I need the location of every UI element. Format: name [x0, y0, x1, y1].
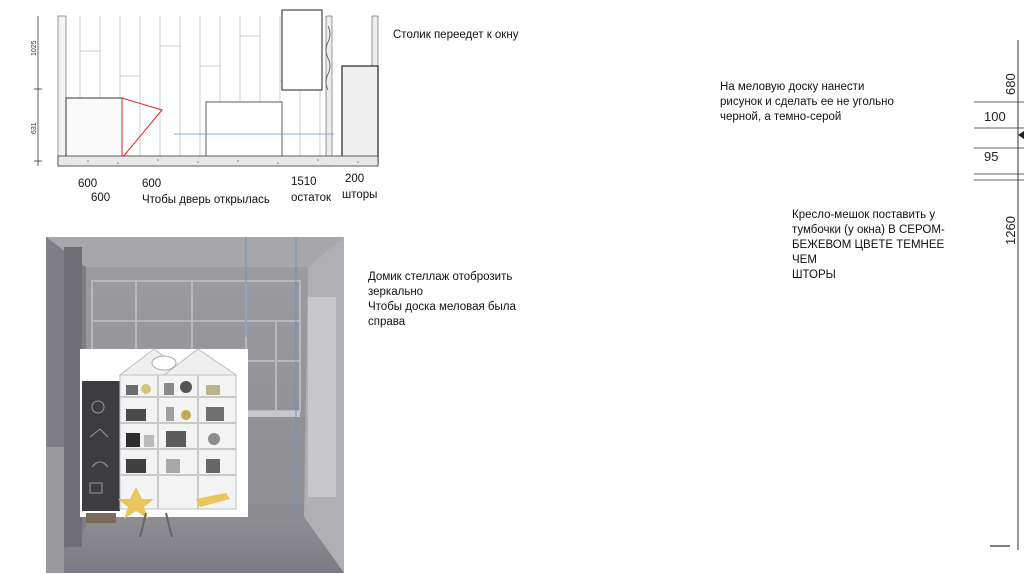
note-chalkboard: [720, 80, 920, 125]
ruler-label-1260: 1260: [1003, 216, 1018, 245]
note-line: черной, а темно-серой: [720, 111, 842, 123]
ruler-label-680: 680: [1003, 73, 1018, 95]
dim-label-631: 631: [31, 122, 38, 134]
note-line: зеркально: [368, 286, 424, 298]
dim-label-1025: 1025: [31, 40, 38, 56]
dim-600-c: 600: [142, 178, 162, 190]
dim-1510: 1510: [291, 176, 317, 188]
note-line: тумбочки (у окна) В СЕРОМ-: [792, 224, 945, 236]
note-house-shelf: [368, 270, 568, 330]
dim-600-a: 600: [78, 178, 98, 190]
note-line: На меловую доску нанести: [720, 81, 865, 93]
door-note: Чтобы дверь открылась: [142, 194, 270, 206]
room-render-image: [46, 237, 344, 573]
note-line: Чтобы доска меловая была: [368, 301, 516, 313]
note-line: справа: [368, 316, 406, 328]
note-table-move: Столик переедет к окну: [393, 29, 519, 41]
note-line: рисунок и сделать ее не угольно: [720, 96, 894, 108]
note-line: Кресло-мешок поставить у: [792, 209, 936, 221]
right-dimension-ruler: [970, 40, 1024, 550]
note-line: БЕЖЕВОМ ЦВЕТЕ ТЕМНЕЕ ЧЕМ: [792, 239, 945, 266]
room-render-svg: [46, 237, 344, 573]
ruler-label-95: 95: [984, 149, 999, 164]
ruler-label-100: 100: [984, 109, 1006, 124]
note-beanbag: [792, 208, 972, 283]
elevation-drawing: [28, 6, 388, 178]
remainder-label: остаток: [291, 192, 331, 204]
note-line: ШТОРЫ: [792, 269, 836, 281]
curtains-label: шторы: [342, 189, 378, 201]
note-line: Домик стеллаж отоброзить: [368, 271, 513, 283]
dim-600-b: 600: [91, 192, 111, 204]
dim-200: 200: [345, 173, 365, 185]
